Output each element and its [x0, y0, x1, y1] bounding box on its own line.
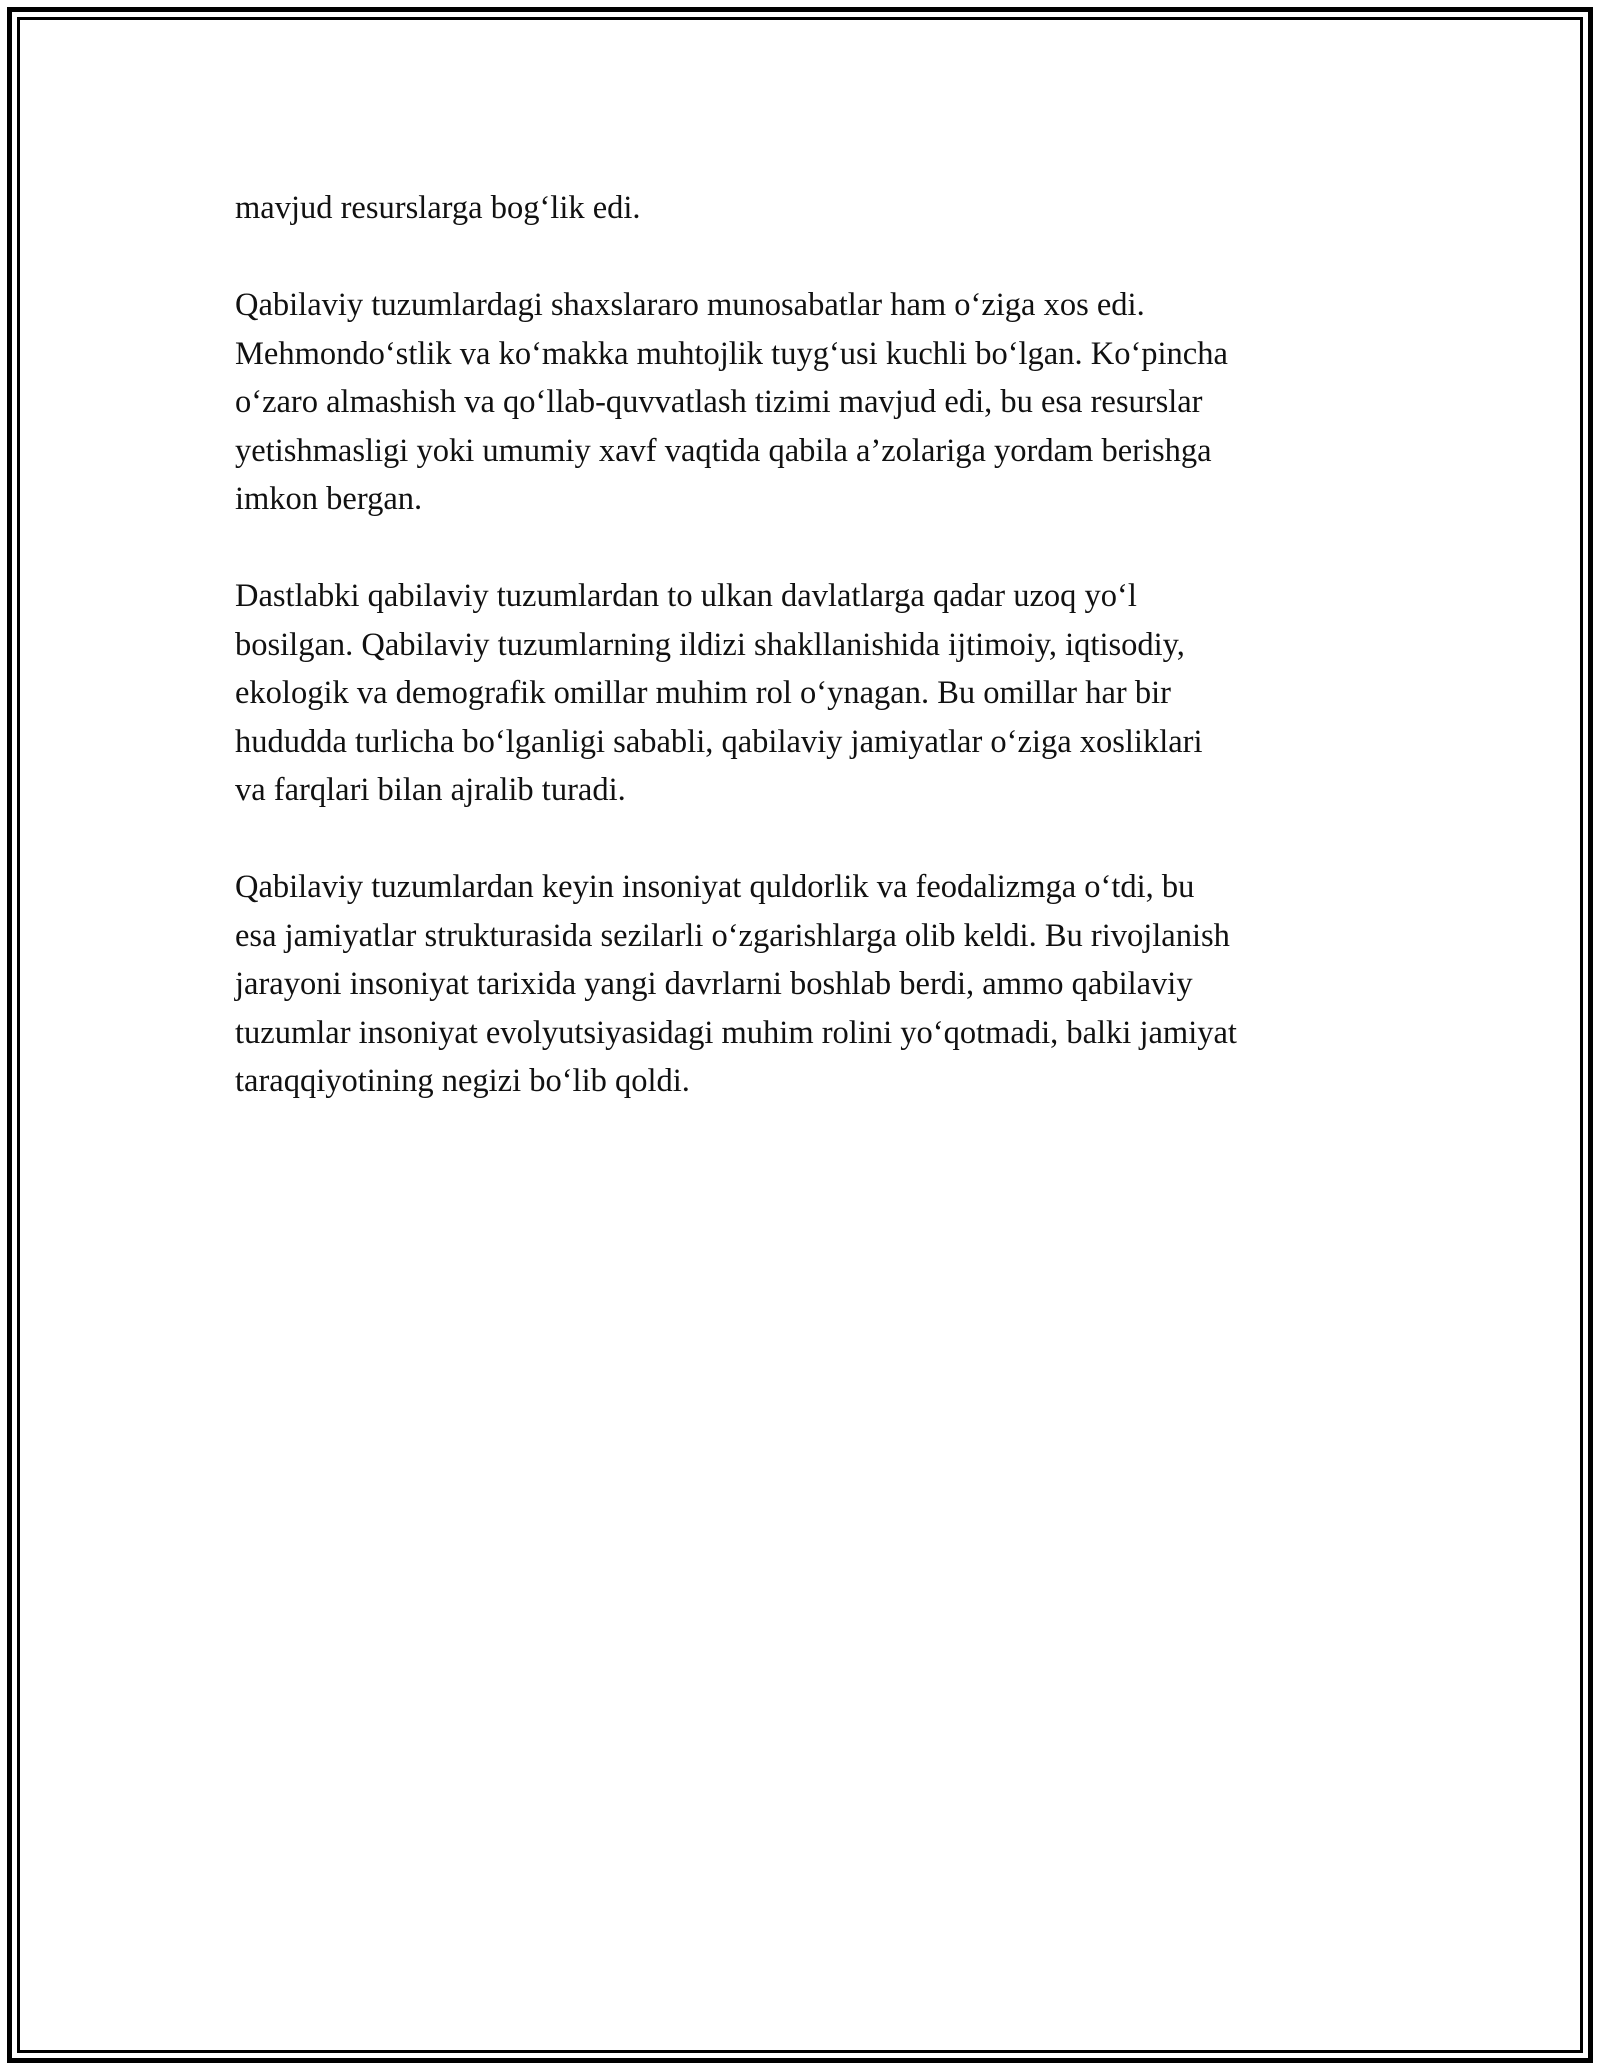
text-line: Qabilaviy tuzumlardagi shaxslararo munosabatlar ham o‘ziga xos edi. [235, 287, 1145, 323]
text-line: ekologik va demografik omillar muhim rol o‘ynagan. Bu omillar har bir [235, 675, 1171, 711]
text-line: va farqlari bilan ajralib turadi. [235, 772, 626, 808]
text-line: Qabilaviy tuzumlardan keyin insoniyat quldorlik va feodalizmga o‘tdi, bu [235, 869, 1195, 905]
paragraph-4 [235, 863, 1385, 1106]
document-body [235, 184, 1385, 1154]
text-line: Dastlabki qabilaviy tuzumlardan to ulkan davlatlarga qadar uzoq yo‘l [235, 578, 1137, 614]
paragraph-2 [235, 281, 1385, 524]
text-line: imkon bergan. [235, 481, 423, 517]
text-line: mavjud resurslarga bog‘lik edi. [235, 190, 641, 226]
text-line: Mehmondo‘stlik va ko‘makka muhtojlik tuyg‘usi kuchli bo‘lgan. Ko‘pincha [235, 335, 1228, 372]
text-line: tuzumlar insoniyat evolyutsiyasidagi muhim rolini yo‘qotmadi, balki jamiyat [235, 1014, 1237, 1051]
text-line: jarayoni insoniyat tarixida yangi davrlarni boshlab berdi, ammo qabilaviy [235, 966, 1193, 1002]
text-line: esa jamiyatlar strukturasida sezilarli o‘zgarishlarga olib keldi. Bu rivojlanish [235, 917, 1230, 954]
text-line: o‘zaro almashish va qo‘llab-quvvatlash tizimi mavjud edi, bu esa resurslar [235, 384, 1203, 420]
text-line: taraqqiyotining negizi bo‘lib qoldi. [235, 1063, 690, 1099]
paragraph-3 [235, 572, 1385, 815]
text-line: bosilgan. Qabilaviy tuzumlarning ildizi shakllanishida ijtimoiy, iqtisodiy, [235, 626, 1185, 663]
text-line: hududda turlicha bo‘lganligi sababli, qabilaviy jamiyatlar o‘ziga xosliklari [235, 723, 1203, 760]
text-line: yetishmasligi yoki umumiy xavf vaqtida qabila a’zolariga yordam berishga [235, 432, 1212, 469]
paragraph-1 [235, 184, 1385, 233]
